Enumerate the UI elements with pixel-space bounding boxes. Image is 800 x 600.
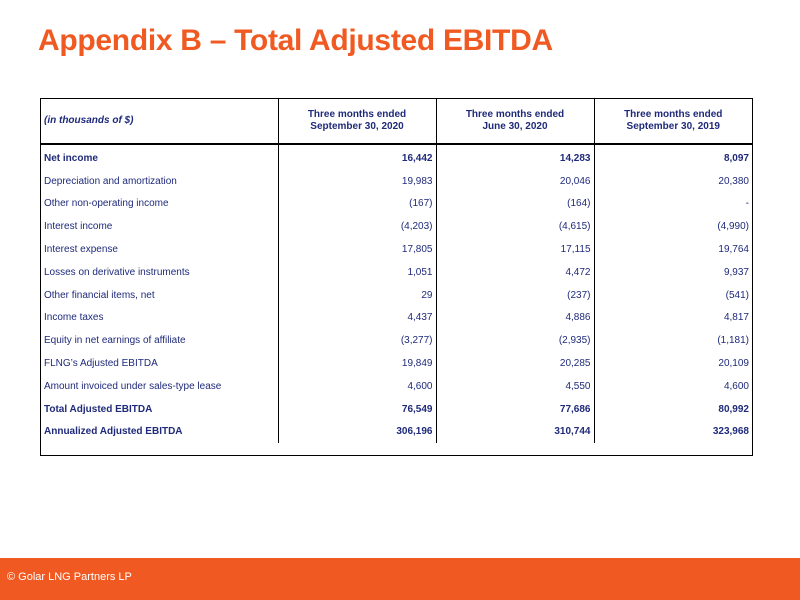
row-label: Annualized Adjusted EBITDA bbox=[41, 421, 278, 444]
cell-q3-2020: 16,442 bbox=[278, 144, 436, 170]
cell-q3-2020: 19,849 bbox=[278, 352, 436, 375]
copyright-text: © Golar LNG Partners LP bbox=[7, 571, 132, 583]
cell-q2-2020: 20,046 bbox=[436, 170, 594, 193]
cell-q3-2020: 19,983 bbox=[278, 170, 436, 193]
cell-q2-2020: 4,886 bbox=[436, 307, 594, 330]
cell-q3-2020: (3,277) bbox=[278, 329, 436, 352]
cell-q3-2019: (1,181) bbox=[717, 335, 749, 347]
cell-q3-2020: (167) bbox=[278, 193, 436, 216]
cell-q2-2020: (164) bbox=[436, 193, 594, 216]
cell-q2-2020: 4,472 bbox=[436, 261, 594, 284]
table-row bbox=[41, 170, 752, 193]
column-header-q3-2019: Three months ended September 30, 2019 bbox=[594, 99, 752, 144]
ebitda-table-grid bbox=[41, 99, 752, 443]
cell-q2-2020: 14,283 bbox=[436, 144, 594, 170]
row-label: Interest income bbox=[41, 215, 278, 238]
cell-q2-2020: 310,744 bbox=[436, 421, 594, 444]
table-row bbox=[41, 261, 752, 284]
table-row bbox=[41, 375, 752, 398]
table-row bbox=[41, 215, 752, 238]
cell-q3-2019: (541) bbox=[725, 289, 749, 301]
row-label: Equity in net earnings of affiliate bbox=[41, 329, 278, 352]
cell-q3-2019: 19,764 bbox=[718, 244, 749, 256]
page-title: Appendix B – Total Adjusted EBITDA bbox=[38, 24, 553, 57]
row-label: Amount invoiced under sales-type lease bbox=[41, 375, 278, 398]
table-row bbox=[41, 307, 752, 330]
table-row bbox=[41, 329, 752, 352]
row-label: Interest expense bbox=[41, 238, 278, 261]
row-label: FLNG’s Adjusted EBITDA bbox=[41, 352, 278, 375]
table-header-row bbox=[41, 99, 752, 144]
cell-q3-2020: 4,600 bbox=[278, 375, 436, 398]
table-body bbox=[41, 144, 752, 443]
cell-q3-2019: 80,992 bbox=[718, 403, 749, 415]
cell-q3-2020: 17,805 bbox=[278, 238, 436, 261]
cell-q3-2020: 4,437 bbox=[278, 307, 436, 330]
table-row bbox=[41, 421, 752, 444]
cell-q3-2019: 20,380 bbox=[718, 175, 749, 187]
table-row bbox=[41, 284, 752, 307]
cell-q3-2020: 306,196 bbox=[278, 421, 436, 444]
table-row bbox=[41, 398, 752, 421]
cell-q3-2019: 20,109 bbox=[718, 358, 749, 370]
cell-q3-2019: 4,817 bbox=[723, 312, 749, 324]
cell-q3-2019: 323,968 bbox=[712, 426, 749, 438]
row-label: Losses on derivative instruments bbox=[41, 261, 278, 284]
cell-q3-2019: 8,097 bbox=[723, 152, 749, 164]
ebitda-table bbox=[40, 98, 753, 456]
cell-q2-2020: (4,615) bbox=[436, 215, 594, 238]
row-label: Other non-operating income bbox=[41, 193, 278, 216]
row-label: Depreciation and amortization bbox=[41, 170, 278, 193]
row-label: Other financial items, net bbox=[41, 284, 278, 307]
cell-q2-2020: 20,285 bbox=[436, 352, 594, 375]
cell-q2-2020: (237) bbox=[436, 284, 594, 307]
table-row bbox=[41, 193, 752, 216]
row-label: Net income bbox=[41, 144, 278, 170]
cell-q3-2019: 9,937 bbox=[723, 266, 749, 278]
column-header-q2-2020: Three months ended June 30, 2020 bbox=[436, 99, 594, 144]
cell-q3-2020: 76,549 bbox=[278, 398, 436, 421]
table-row bbox=[41, 144, 752, 170]
table-row bbox=[41, 238, 752, 261]
cell-q3-2019: (4,990) bbox=[717, 221, 749, 233]
cell-q3-2020: 1,051 bbox=[278, 261, 436, 284]
row-label: Total Adjusted EBITDA bbox=[41, 398, 278, 421]
cell-q2-2020: 17,115 bbox=[436, 238, 594, 261]
table-row bbox=[41, 352, 752, 375]
cell-q3-2019: - bbox=[745, 198, 749, 210]
column-header-q3-2020: Three months ended September 30, 2020 bbox=[278, 99, 436, 144]
cell-q2-2020: 4,550 bbox=[436, 375, 594, 398]
cell-q2-2020: (2,935) bbox=[436, 329, 594, 352]
row-label: Income taxes bbox=[41, 307, 278, 330]
cell-q2-2020: 77,686 bbox=[436, 398, 594, 421]
cell-q3-2020: 29 bbox=[278, 284, 436, 307]
cell-q3-2019: 4,600 bbox=[723, 380, 749, 392]
cell-q3-2020: (4,203) bbox=[278, 215, 436, 238]
footer-bar bbox=[0, 558, 800, 600]
units-label: (in thousands of $) bbox=[41, 99, 278, 144]
